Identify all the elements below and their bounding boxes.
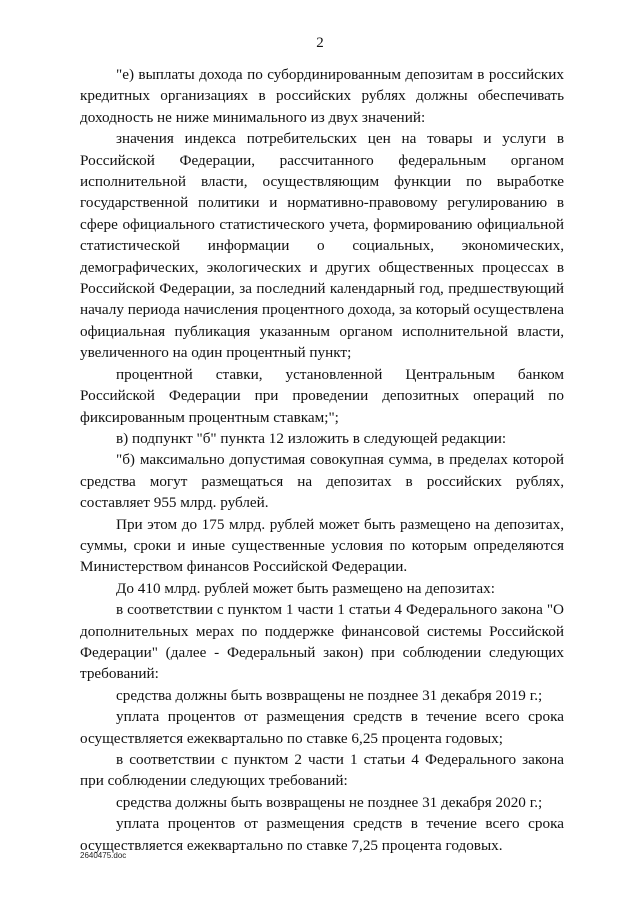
paragraph-interest-7-25: уплата процентов от размещения средств в течение всего срока осуществляется ежеквартально по ставке 7,25 процента годовых. [80, 815, 564, 854]
paragraph-175-billion: При этом до 175 млрд. рублей может быть размещено на депозитах, суммы, сроки и иные существенные условия по которым определяются Министерством финансов Российской Федерации. [80, 515, 564, 576]
paragraph-central-bank-rate: процентной ставки, установленной Центральным банком Российской Федерации при проведении депозитных операций по фиксированным процентным ставкам;"; [80, 365, 564, 426]
paragraph-clause-v: в) подпункт "б" пункта 12 изложить в следующей редакции: [116, 429, 507, 447]
document-body [80, 64, 564, 856]
paragraph-return-2019: средства должны быть возвращены не позднее 31 декабря 2019 г.; [116, 686, 543, 704]
paragraph-410-billion: До 410 млрд. рублей может быть размещено на депозитах: [116, 579, 495, 597]
paragraph-cpi-value: значения индекса потребительских цен на товары и услуги в Российской Федерации, рассчитанного федеральным органом исполнительной власти, осуществляющим функции по выработке государственной политики и нормативно-правовому регулированию в сфере официального статистического учета, формированию официальной статистической информации о социальных, экономических, демографических, экологических и других общественных процессах в Российской Федерации, за последний календарный год, предшествующий началу периода начисления процентного дохода, за который осуществлена официальная публикация указанным органом исполнительной власти, увеличенного на один процентный пункт; [80, 130, 564, 362]
paragraph-interest-6-25: уплата процентов от размещения средств в течение всего срока осуществляется ежеквартально по ставке 6,25 процента годовых; [80, 708, 564, 747]
paragraph-return-2020: средства должны быть возвращены не позднее 31 декабря 2020 г.; [116, 793, 543, 811]
page-number: 2 [316, 35, 324, 51]
paragraph-point-1: в соответствии с пунктом 1 части 1 статьи 4 Федерального закона "О дополнительных мерах по поддержке финансовой системы Российской Федерации" (далее - Федеральный закон) при соблюдении следующих требований: [80, 601, 564, 683]
paragraph-clause-b: "б) максимально допустимая совокупная сумма, в пределах которой средства могут размещаться на депозитах в российских рублях, составляет 955 млрд. рублей. [80, 451, 564, 512]
document-file-reference: 2640475.doc [80, 851, 127, 860]
paragraph-point-2: в соответствии с пунктом 2 части 1 статьи 4 Федерального закона при соблюдении следующих требований: [80, 751, 564, 790]
paragraph-clause-e: "е) выплаты дохода по субординированным депозитам в российских кредитных организациях в российских рублях должны обеспечивать доходность не ниже минимального из двух значений: [80, 66, 564, 126]
